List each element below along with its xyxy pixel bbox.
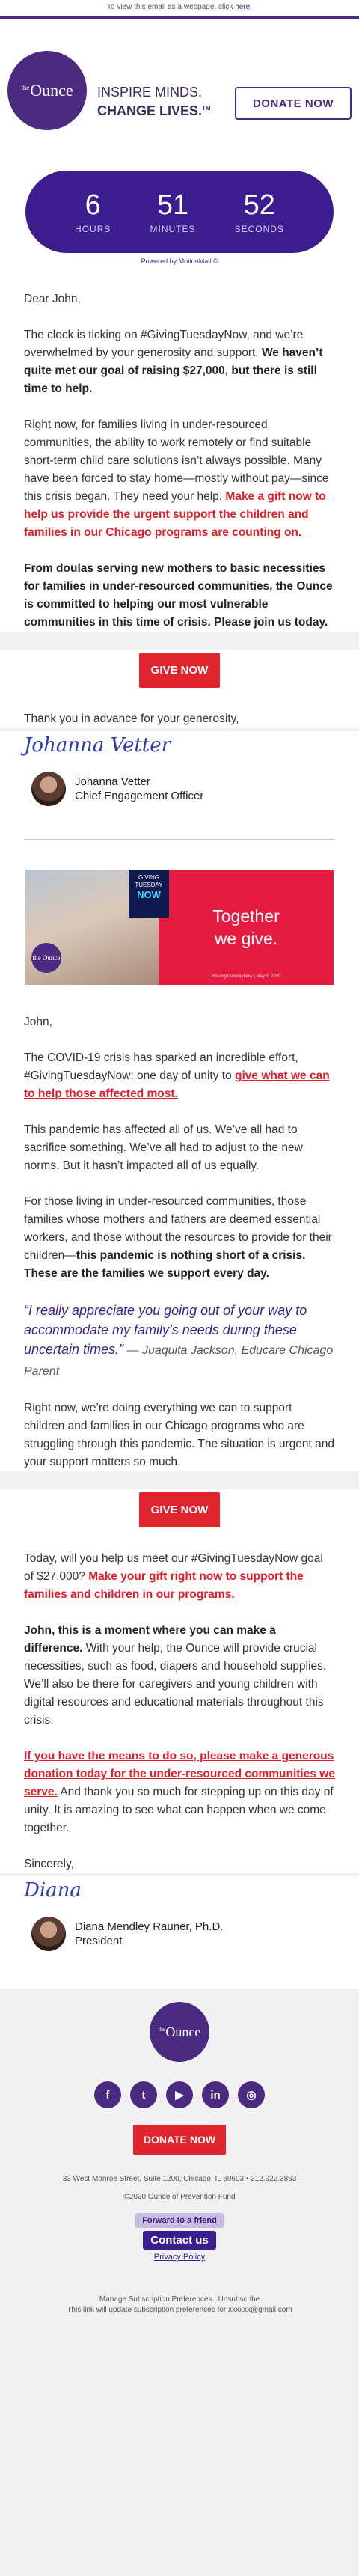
footer-logo[interactable]: [150, 2002, 209, 2062]
quote-attribution: — Juaquita Jackson, Educare Chicago Parent: [24, 1344, 334, 1378]
countdown-value: 52: [243, 189, 275, 221]
paragraph-bold: From doulas serving new mothers to basic necessities for families in under-resourced communities, the Ounce is committed to helping our most vulnerable communities in this time of crisis. Please join us today.: [24, 562, 333, 629]
hero-title-1: Together: [212, 906, 280, 926]
hero-logo: the Ounce: [31, 943, 61, 973]
hero-photo: [25, 870, 163, 985]
give-link[interactable]: give what we can to help those affected most.: [24, 1069, 330, 1100]
paragraph-bold: this pandemic is nothing short of a crisis. These are the families we support every day.: [24, 1249, 306, 1280]
gift-link[interactable]: Make a gift now to help us provide the urgent support the children and families in our Chicago programs are counting on.: [24, 490, 326, 539]
signer-name: Johanna Vetter: [75, 775, 150, 788]
countdown-hours: [75, 189, 111, 234]
thanks-text: Thank you in advance for your generosity,: [24, 712, 239, 725]
countdown-timer: [25, 171, 334, 253]
copyright: ©2020 Ounce of Prevention Fund: [123, 2193, 236, 2201]
address: 33 West Monroe Street, Suite 1200, Chicago, IL 60603 • 312.922.3863: [62, 2175, 297, 2183]
signer-title: President: [75, 1935, 123, 1947]
paragraph: [24, 416, 335, 542]
hero-section: [0, 840, 359, 1013]
youtube-icon[interactable]: ▶: [166, 2081, 193, 2108]
paragraph-text: And thank you so much for stepping up on this day of unity. It is amazing to see what can happen when we come together.: [24, 1786, 334, 1834]
paragraph: Right now, we’re doing everything we can to support children and families in our Chicago programs who are struggling through this pandemic. The situation is urgent and your support matters so much.: [24, 1402, 335, 1468]
trademark: TM: [202, 105, 211, 112]
header-donate-button[interactable]: DONATE NOW: [235, 87, 352, 120]
paragraph-text: For those living in under-resourced communities, those families whose mothers and fathers are deemed essential workers, and those without the resources to provide for their children—: [24, 1195, 332, 1262]
badge-line-1: GIVING: [138, 874, 159, 881]
quote-text: “I really appreciate you going out of your way to accommodate my family’s needs during these uncertain times.”: [24, 1303, 307, 1357]
tagline: [97, 84, 211, 119]
avatar: [31, 1917, 66, 1951]
facebook-icon[interactable]: f: [94, 2081, 121, 2108]
signer-title: Chief Engagement Officer: [75, 790, 204, 802]
give-now-button[interactable]: GIVE NOW: [139, 1492, 221, 1527]
paragraph-text: Right now, for families living in under-resourced communities, the ability to work remotely or find suitable short-term child care solutions isn’t always possible. Many have been forced to stay home—mostly without pay—since this crisis began. They need your help.: [24, 418, 329, 503]
letter-1: [0, 274, 359, 632]
cta-row: [0, 650, 359, 710]
signature-johanna: Johanna Vetter: [0, 731, 359, 764]
preheader: [0, 0, 359, 16]
countdown-value: 51: [156, 189, 189, 221]
hero-message: [159, 870, 334, 985]
contact-us-button[interactable]: Contact us: [143, 2231, 216, 2250]
twitter-icon[interactable]: t: [130, 2081, 157, 2108]
closing: Sincerely,: [24, 1858, 74, 1870]
avatar: [31, 772, 66, 806]
countdown-minutes: [150, 189, 195, 234]
manage-note: This link will update subscription preferences for xxxxxx@gmail.com: [67, 2306, 292, 2314]
signer-block: [0, 764, 359, 836]
paragraph-bold: John, this is a moment where you can make a difference.: [24, 1624, 276, 1655]
logo-the: the: [21, 83, 30, 91]
paragraph: [24, 1049, 335, 1103]
countdown-label: MINUTES: [150, 224, 196, 234]
thanks-block: [0, 710, 359, 728]
letter-2-continued: [0, 1550, 359, 1873]
powered-by: Powered by MotionMail ©: [141, 257, 218, 265]
signature-diana: Diana: [0, 1876, 359, 1909]
social-links: [0, 2081, 359, 2108]
cta-row: [0, 1489, 359, 1550]
preheader-text: To view this email as a webpage, click: [107, 3, 236, 11]
email-footer: [0, 1989, 359, 2316]
instagram-icon[interactable]: ◎: [238, 2081, 265, 2108]
paragraph: This pandemic has affected all of us. We’ve all had to sacrifice something. We’ve all had to adjust to the new norms. But it hasn’t impacted all of us equally.: [24, 1123, 303, 1172]
paragraph: [24, 1748, 335, 1837]
subscription-block: [0, 2295, 359, 2316]
address-block: [0, 2174, 359, 2203]
hero-footnote: #GivingTuesdayNow | May 5, 2020: [211, 974, 281, 979]
gift-link[interactable]: Make your gift right now to support the families and children in our programs.: [24, 1570, 304, 1601]
signer-block: [0, 1909, 359, 1989]
webpage-link[interactable]: here.: [235, 3, 252, 11]
paragraph-text: Today, will you help us meet our #GivingTuesdayNow goal of $27,000?: [24, 1552, 323, 1583]
paragraph: [24, 1622, 335, 1730]
paragraph-text: With your help, the Ounce will provide crucial necessities, such as food, diapers and household supplies. We’ll also be there for caregivers and young children with digital resources and educational materials throughout this crisis.: [24, 1642, 327, 1727]
logo-the: the: [158, 2025, 166, 2033]
testimonial-quote: [24, 1301, 335, 1382]
logo-name: Ounce: [165, 2024, 201, 2039]
giving-tuesday-badge: [129, 870, 169, 918]
forward-to-friend-button[interactable]: Forward to a friend: [135, 2213, 224, 2228]
greeting: John,: [24, 1016, 52, 1028]
footer-donate-button[interactable]: DONATE NOW: [133, 2125, 226, 2155]
badge-now: NOW: [137, 889, 161, 900]
paragraph: [24, 1193, 335, 1283]
hero-title-2: we give.: [214, 929, 278, 948]
manage-links[interactable]: Manage Subscription Preferences | Unsubscribe: [99, 2295, 260, 2304]
logo-name: Ounce: [30, 81, 73, 100]
signer-name: Diana Mendley Rauner, Ph.D.: [75, 1920, 224, 1933]
paragraph-text: The COVID-19 crisis has sparked an incredible effort, #GivingTuesdayNow: one day of unity to: [24, 1052, 298, 1082]
letter-2: [0, 1013, 359, 1471]
give-now-button[interactable]: GIVE NOW: [139, 653, 221, 688]
privacy-policy-link[interactable]: Privacy Policy: [153, 2253, 206, 2262]
paragraph-text: The clock is ticking on #GivingTuesdayNow, and we’re overwhelmed by your generosity and support.: [24, 329, 304, 359]
countdown-seconds: [235, 189, 284, 234]
paragraph: [24, 326, 335, 398]
countdown-section: [0, 147, 359, 274]
paragraph: [24, 1550, 335, 1604]
tagline-line-2: CHANGE LIVES.: [97, 103, 203, 118]
linkedin-icon[interactable]: in: [202, 2081, 229, 2108]
countdown-label: HOURS: [75, 224, 111, 234]
tagline-line-1: INSPIRE MINDS.: [97, 85, 203, 100]
paragraph-bold: We haven’t quite met our goal of raising $27,000, but there is still time to help.: [24, 347, 323, 395]
email-header: [0, 19, 359, 147]
hero-banner[interactable]: [25, 870, 334, 985]
countdown-label: SECONDS: [234, 224, 284, 234]
badge-line-2: TUESDAY: [135, 882, 163, 888]
countdown-value: 6: [85, 189, 101, 221]
ounce-logo[interactable]: [7, 51, 87, 130]
donation-link[interactable]: If you have the means to do so, please make a generous donation today for the under-resourced communities we serve.: [24, 1750, 335, 1798]
greeting: Dear John,: [24, 293, 81, 305]
